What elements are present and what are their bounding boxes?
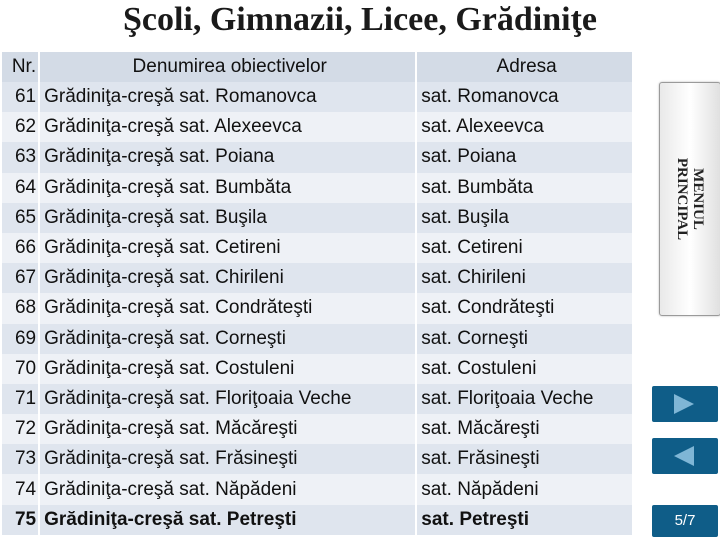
cell-nr: 74 [2, 474, 38, 504]
cell-nr: 73 [2, 444, 38, 474]
table-row [2, 142, 632, 172]
page-indicator: 5/7 [652, 505, 718, 537]
cell-nr: 67 [2, 263, 38, 293]
cell-name: Grădiniţa-creşă sat. Romanovca [40, 82, 415, 112]
table-row [2, 203, 632, 233]
cell-address: sat. Alexeevca [417, 112, 632, 142]
cell-address: sat. Frăsineşti [417, 444, 632, 474]
table-row [2, 82, 632, 112]
cell-address: sat. Corneşti [417, 324, 632, 354]
cell-nr: 72 [2, 414, 38, 444]
main-menu-button[interactable] [659, 82, 720, 316]
cell-nr: 69 [2, 324, 38, 354]
cell-name: Grădiniţa-creşă sat. Măcăreşti [40, 414, 415, 444]
cell-name: Grădiniţa-creşă sat. Costuleni [40, 354, 415, 384]
cell-nr: 63 [2, 142, 38, 172]
cell-name: Grădiniţa-creşă sat. Corneşti [40, 324, 415, 354]
cell-address: sat. Romanovca [417, 82, 632, 112]
cell-nr: 68 [2, 293, 38, 323]
cell-name: Grădiniţa-creşă sat. Floriţoaia Veche [40, 384, 415, 414]
cell-address: sat. Măcăreşti [417, 414, 632, 444]
table-row [2, 112, 632, 142]
cell-address: sat. Bumbăta [417, 173, 632, 203]
table-row [2, 444, 632, 474]
header-nr: Nr. [2, 52, 38, 82]
cell-name: Grădiniţa-creşă sat. Bumbăta [40, 173, 415, 203]
arrow-left-icon [674, 446, 694, 466]
arrow-right-icon [674, 394, 694, 414]
cell-address: sat. Chirileni [417, 263, 632, 293]
header-address: Adresa [417, 52, 632, 82]
cell-nr: 71 [2, 384, 38, 414]
cell-address: sat. Năpădeni [417, 474, 632, 504]
cell-nr: 64 [2, 173, 38, 203]
table-row [2, 233, 632, 263]
cell-name: Grădiniţa-creşă sat. Chirileni [40, 263, 415, 293]
cell-address: sat. Buşila [417, 203, 632, 233]
table-row [2, 474, 632, 504]
cell-nr: 66 [2, 233, 38, 263]
page-title: Şcoli, Gimnazii, Licee, Grădiniţe [122, 1, 598, 38]
table-row [2, 354, 632, 384]
cell-name: Grădiniţa-creşă sat. Alexeevca [40, 112, 415, 142]
cell-address: sat. Costuleni [417, 354, 632, 384]
cell-address: sat. Cetireni [417, 233, 632, 263]
table-row [2, 414, 632, 444]
cell-nr: 70 [2, 354, 38, 384]
table-row [2, 173, 632, 203]
cell-name: Grădiniţa-creşă sat. Năpădeni [40, 474, 415, 504]
next-slide-button[interactable] [652, 386, 718, 422]
table-header-row [2, 52, 632, 82]
main-menu-label: MENIUL PRINCIPAL [674, 157, 706, 241]
cell-nr: 75 [2, 505, 38, 535]
cell-name: Grădiniţa-creşă sat. Condrăteşti [40, 293, 415, 323]
cell-address: sat. Petreşti [417, 505, 632, 535]
cell-nr: 65 [2, 203, 38, 233]
table-row [2, 293, 632, 323]
cell-address: sat. Poiana [417, 142, 632, 172]
cell-name: Grădiniţa-creşă sat. Buşila [40, 203, 415, 233]
table-row [2, 505, 632, 535]
table-row [2, 384, 632, 414]
prev-slide-button[interactable] [652, 438, 718, 474]
cell-address: sat. Floriţoaia Veche [417, 384, 632, 414]
table-row [2, 263, 632, 293]
objects-table [0, 52, 634, 535]
cell-nr: 62 [2, 112, 38, 142]
table-row [2, 324, 632, 354]
cell-address: sat. Condrăteşti [417, 293, 632, 323]
cell-name: Grădiniţa-creşă sat. Petreşti [40, 505, 415, 535]
cell-name: Grădiniţa-creşă sat. Frăsineşti [40, 444, 415, 474]
cell-name: Grădiniţa-creşă sat. Cetireni [40, 233, 415, 263]
header-name: Denumirea obiectivelor [40, 52, 415, 82]
cell-nr: 61 [2, 82, 38, 112]
cell-name: Grădiniţa-creşă sat. Poiana [40, 142, 415, 172]
